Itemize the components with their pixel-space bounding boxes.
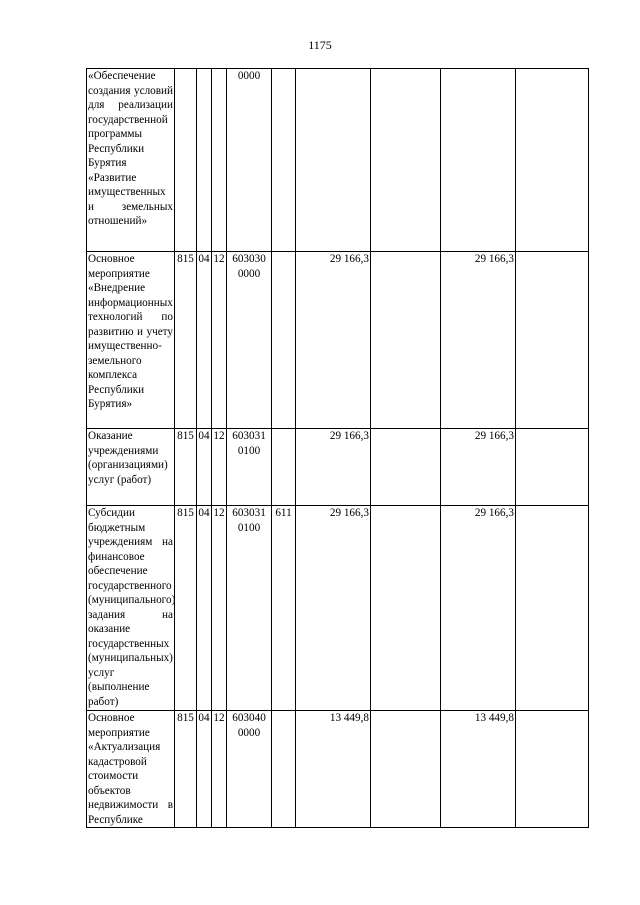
grbs-cell <box>175 506 197 711</box>
subsection-cell <box>212 711 227 828</box>
subsection-cell <box>212 252 227 429</box>
amount-cell <box>516 252 589 429</box>
expense-type-text: 611 <box>275 507 292 519</box>
target-article-code-part2: 0000 <box>237 726 261 739</box>
table-row <box>87 711 589 828</box>
target-article-cell <box>227 252 272 429</box>
amount-cell <box>441 429 516 506</box>
grbs-cell <box>175 429 197 506</box>
subsection-cell <box>212 429 227 506</box>
target-article-cell <box>227 711 272 828</box>
target-article-code-part1: 603031 <box>232 430 266 442</box>
target-article-cell <box>227 506 272 711</box>
row-name-cell <box>87 506 175 711</box>
grbs-text: 815 <box>177 253 194 265</box>
amount-cell <box>371 506 441 711</box>
budget-table <box>86 68 589 828</box>
amount-cell <box>371 429 441 506</box>
section-cell <box>197 69 212 252</box>
subsection-text: 12 <box>213 253 225 265</box>
grbs-text: 815 <box>177 712 194 724</box>
expense-type-cell <box>272 252 296 429</box>
amount-cell <box>371 69 441 252</box>
row-name-cell <box>87 429 175 506</box>
row-name-text: Основное мероприятие «Внедрение информационных технологий по развитию и учету имущественно-земельного комплекса Республики Бурятия» <box>88 253 173 410</box>
section-text: 04 <box>198 507 210 519</box>
section-cell <box>197 252 212 429</box>
target-article-code-part2: 0100 <box>237 521 261 534</box>
row-name-text: Оказание учреждениями (организациями) услуг (работ) <box>88 430 168 486</box>
amount-text: 13 449,8 <box>474 712 514 724</box>
subsection-text: 12 <box>213 430 225 442</box>
target-article-code-part1: 603040 <box>232 712 266 724</box>
target-article-code-part2: 0100 <box>237 444 261 457</box>
section-cell <box>197 429 212 506</box>
amount-cell <box>296 711 371 828</box>
row-name-cell <box>87 69 175 252</box>
target-article-cell <box>227 69 272 252</box>
amount-cell <box>516 506 589 711</box>
target-article-code-part1: 603030 <box>232 253 266 265</box>
amount-text: 29 166,3 <box>329 507 369 519</box>
row-name-cell <box>87 252 175 429</box>
target-article-code-part1: 603031 <box>232 507 266 519</box>
expense-type-cell <box>272 429 296 506</box>
amount-cell <box>516 69 589 252</box>
page-number: 1175 <box>308 38 332 52</box>
grbs-cell <box>175 711 197 828</box>
amount-cell <box>296 69 371 252</box>
section-text: 04 <box>198 430 210 442</box>
expense-type-cell <box>272 506 296 711</box>
amount-cell <box>441 252 516 429</box>
amount-text: 29 166,3 <box>474 430 514 442</box>
amount-cell <box>371 252 441 429</box>
section-text: 04 <box>198 712 210 724</box>
target-article-cell <box>227 429 272 506</box>
amount-text: 13 449,8 <box>329 712 369 724</box>
amount-cell <box>296 429 371 506</box>
section-cell <box>197 711 212 828</box>
subsection-text: 12 <box>213 712 225 724</box>
amount-text: 29 166,3 <box>329 253 369 265</box>
row-name-text: Субсидии бюджетным учреждениям на финансовое обеспечение государственного (муниципального) задания на оказание государственных (муниципальных) услуг (выполнение работ) <box>88 507 176 708</box>
section-text: 04 <box>198 253 210 265</box>
target-article-code-part2: 0000 <box>237 70 261 82</box>
expense-type-cell <box>272 69 296 252</box>
grbs-cell <box>175 69 197 252</box>
amount-cell <box>371 711 441 828</box>
row-name-text: Основное мероприятие «Актуализация кадастровой стоимости объектов недвижимости в Республике <box>88 712 173 826</box>
subsection-cell <box>212 506 227 711</box>
row-name-text: «Обеспечение создания условий для реализации государственной программы Республики Бурятия «Развитие имущественных и земельных отношений» <box>88 70 173 227</box>
amount-cell <box>441 711 516 828</box>
amount-text: 29 166,3 <box>329 430 369 442</box>
row-name-cell <box>87 711 175 828</box>
table-row <box>87 252 589 429</box>
target-article-code-part2: 0000 <box>237 267 261 280</box>
amount-cell <box>441 69 516 252</box>
grbs-text: 815 <box>177 430 194 442</box>
amount-cell <box>441 506 516 711</box>
amount-cell <box>296 252 371 429</box>
table-row <box>87 429 589 506</box>
amount-cell <box>516 429 589 506</box>
section-cell <box>197 506 212 711</box>
amount-cell <box>516 711 589 828</box>
table-row <box>87 69 589 252</box>
amount-cell <box>296 506 371 711</box>
expense-type-cell <box>272 711 296 828</box>
amount-text: 29 166,3 <box>474 507 514 519</box>
amount-text: 29 166,3 <box>474 253 514 265</box>
grbs-cell <box>175 252 197 429</box>
table-row <box>87 506 589 711</box>
subsection-cell <box>212 69 227 252</box>
grbs-text: 815 <box>177 507 194 519</box>
subsection-text: 12 <box>213 507 225 519</box>
